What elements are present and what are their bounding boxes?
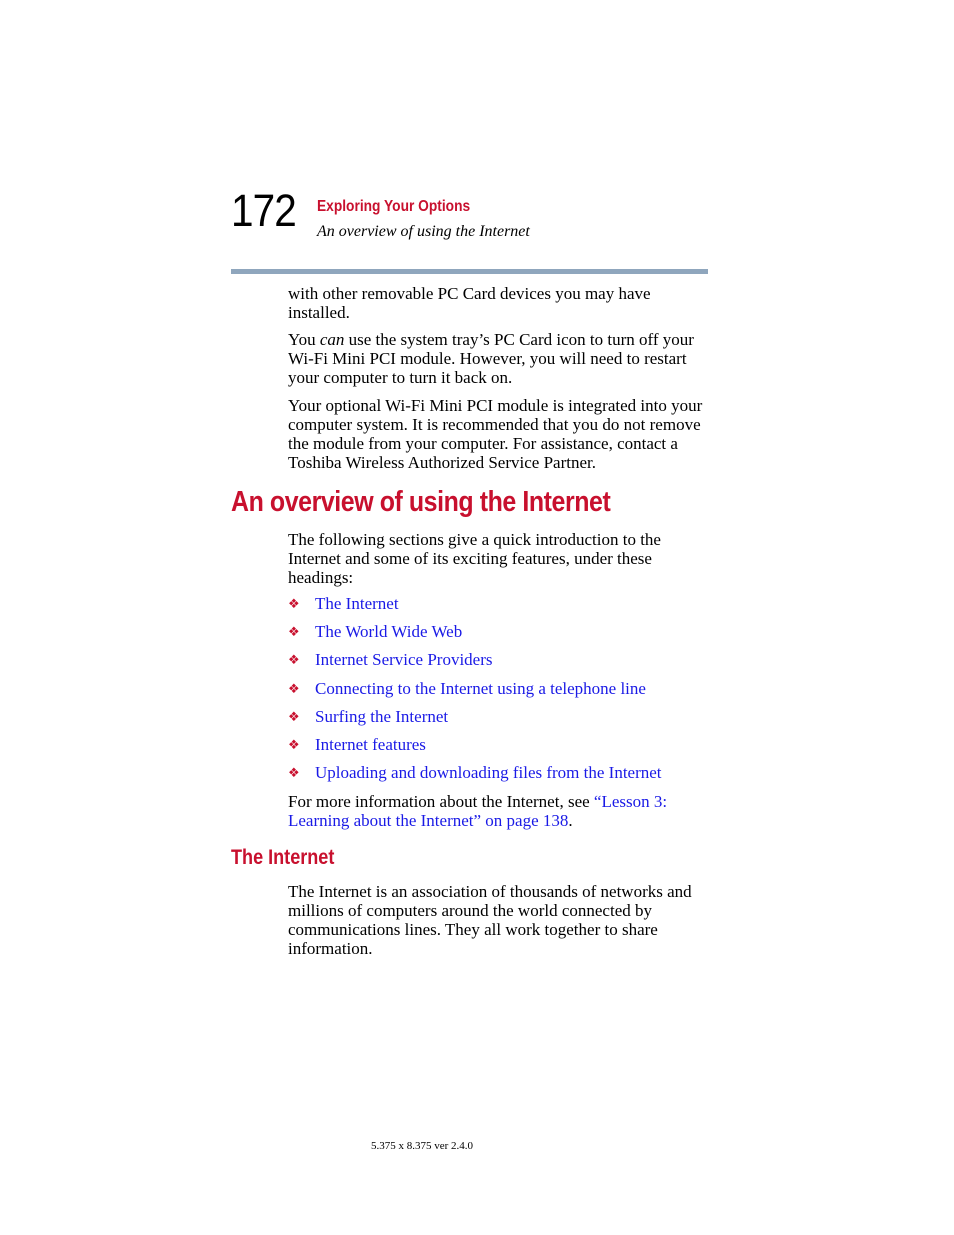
topic-link-internet-features[interactable]: Internet features: [315, 734, 426, 754]
intro-paragraph-1: with other removable PC Card devices you may have installed.: [288, 284, 651, 322]
more-info-paragraph: [288, 792, 713, 830]
section-heading-overview: An overview of using the Internet: [231, 486, 611, 518]
subsection-heading-the-internet: The Internet: [231, 846, 335, 869]
page-number: 172: [231, 185, 296, 236]
intro-paragraph-3: Your optional Wi-Fi Mini PCI module is integrated into your computer system. It is recommended that you do not remove the module from your computer. For assistance, contact a Toshiba Wireless Authorized Service Partner.: [288, 396, 703, 472]
diamond-bullet-icon: ❖: [288, 597, 300, 612]
topic-link-world-wide-web[interactable]: The World Wide Web: [315, 622, 463, 642]
topic-link-surfing[interactable]: Surfing the Internet: [315, 706, 449, 726]
running-header-chapter: Exploring Your Options: [317, 198, 471, 215]
diamond-bullet-icon: ❖: [288, 625, 300, 641]
intro-paragraph-2: [288, 330, 713, 387]
diamond-bullet-icon: ❖: [288, 681, 300, 697]
running-header-section: An overview of using the Internet: [317, 223, 530, 240]
internet-body-paragraph: The Internet is an association of thousands of networks and millions of computers around the world connected by communications lines. They all work together to share information.: [288, 882, 692, 958]
overview-intro-paragraph: The following sections give a quick introduction to the Internet and some of its exciting features, under these headings:: [288, 530, 661, 587]
lesson-3-cross-reference-link[interactable]: “Lesson 3: Learning about the Internet” on page 138: [288, 792, 668, 830]
intro-p2-after: use the system tray’s PC Card icon to turn off your Wi-Fi Mini PCI module. However, you will need to restart your computer to turn it back on.: [288, 330, 694, 387]
diamond-bullet-icon: ❖: [288, 709, 300, 725]
more-info-after: .: [568, 811, 573, 830]
topic-link-uploading-downloading[interactable]: Uploading and downloading files from the Internet: [315, 763, 662, 783]
more-info-before: For more information about the Internet, see: [288, 792, 594, 811]
header-rule: [231, 269, 708, 274]
diamond-bullet-icon: ❖: [288, 766, 300, 782]
page-footer: 5.375 x 8.375 ver 2.4.0: [371, 1140, 474, 1152]
intro-p2-before: You: [288, 330, 320, 349]
topic-link-the-internet[interactable]: The Internet: [315, 594, 399, 613]
topic-link-telephone-line[interactable]: Connecting to the Internet using a telephone line: [315, 678, 646, 698]
diamond-bullet-icon: ❖: [288, 737, 300, 753]
intro-p2-emphasis: can: [319, 330, 345, 349]
diamond-bullet-icon: ❖: [288, 653, 300, 669]
topic-link-isps[interactable]: Internet Service Providers: [315, 650, 493, 670]
